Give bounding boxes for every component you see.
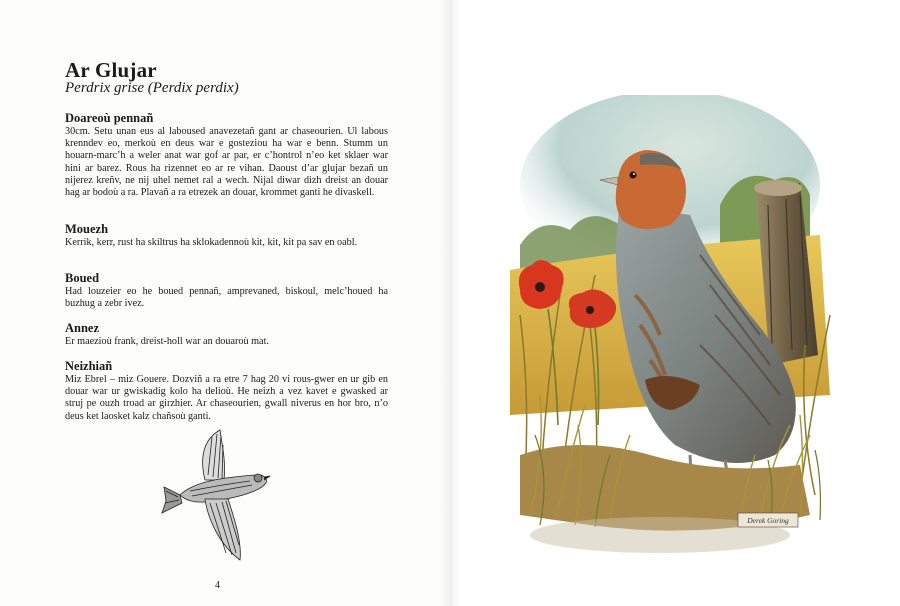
page-number: 4	[215, 580, 220, 591]
section-text: Had louzeier eo he boued pennañ, amprevaned, biskoul, melc’houed ha buzhug a zebr ivez.	[65, 286, 388, 310]
section-heading: Boued	[65, 271, 100, 285]
section-heading: Annez	[65, 321, 100, 335]
section-description	[65, 111, 388, 199]
section-text: Er maezioù frank, dreist-holl war an douaroù mat.	[65, 336, 269, 347]
species-title: Ar Glujar	[65, 58, 157, 82]
section-habitat	[65, 321, 388, 348]
section-text: 30cm. Setu unan eus al laboused anavezetañ gant ar chaseourien. Ul labous krenndev eo, merkoù en deus war e gosteziou ha war e benn. Stumm un houarn-marc’h a weler anat war gof ar par, er c’hontrol n’eo ket sklaer war hini ar barez. Rous ha rizennet eo ar re vihan. Daoust d’ar glujar bezañ un nijerez kreñv, ne nij uhel nemet ral a wech. Nijal diwar dizh dreist an douar hag ar bodoù a ra. Plavañ a ra etrezek an douar, krommet ganti he divaskell.	[65, 126, 388, 199]
section-voice	[65, 222, 388, 249]
section-heading: Doareoù pennañ	[65, 111, 154, 125]
grey-partridge-painting-icon	[500, 95, 840, 565]
book-gutter	[440, 0, 462, 606]
section-heading: Mouezh	[65, 222, 109, 236]
section-heading: Neizhiañ	[65, 359, 113, 373]
species-subtitle: Perdrix grise (Perdix perdix)	[65, 80, 239, 96]
section-text: Kerrik, kerr, rust ha skiltrus ha sklokadennoù kit, kit, kit pa sav en oabl.	[65, 237, 358, 248]
flying-partridge-sketch-icon	[160, 425, 275, 565]
section-food	[65, 271, 388, 310]
artist-signature: Derek Goring	[747, 516, 789, 525]
section-nesting	[65, 359, 388, 423]
section-text: Miz Ebrel – miz Gouere. Dozviñ a ra etre 7 hag 20 vi rous-gwer en ur gib en douar war ur gwiskadig kolo ha delioù. He neizh a vez kavet e gwasked ar struj pe ouzh troad ar girzhier. Ar chaseourien, gwall niverus en hor bro, n’o deus ket laosket kalz chañsoù ganti.	[65, 374, 388, 422]
